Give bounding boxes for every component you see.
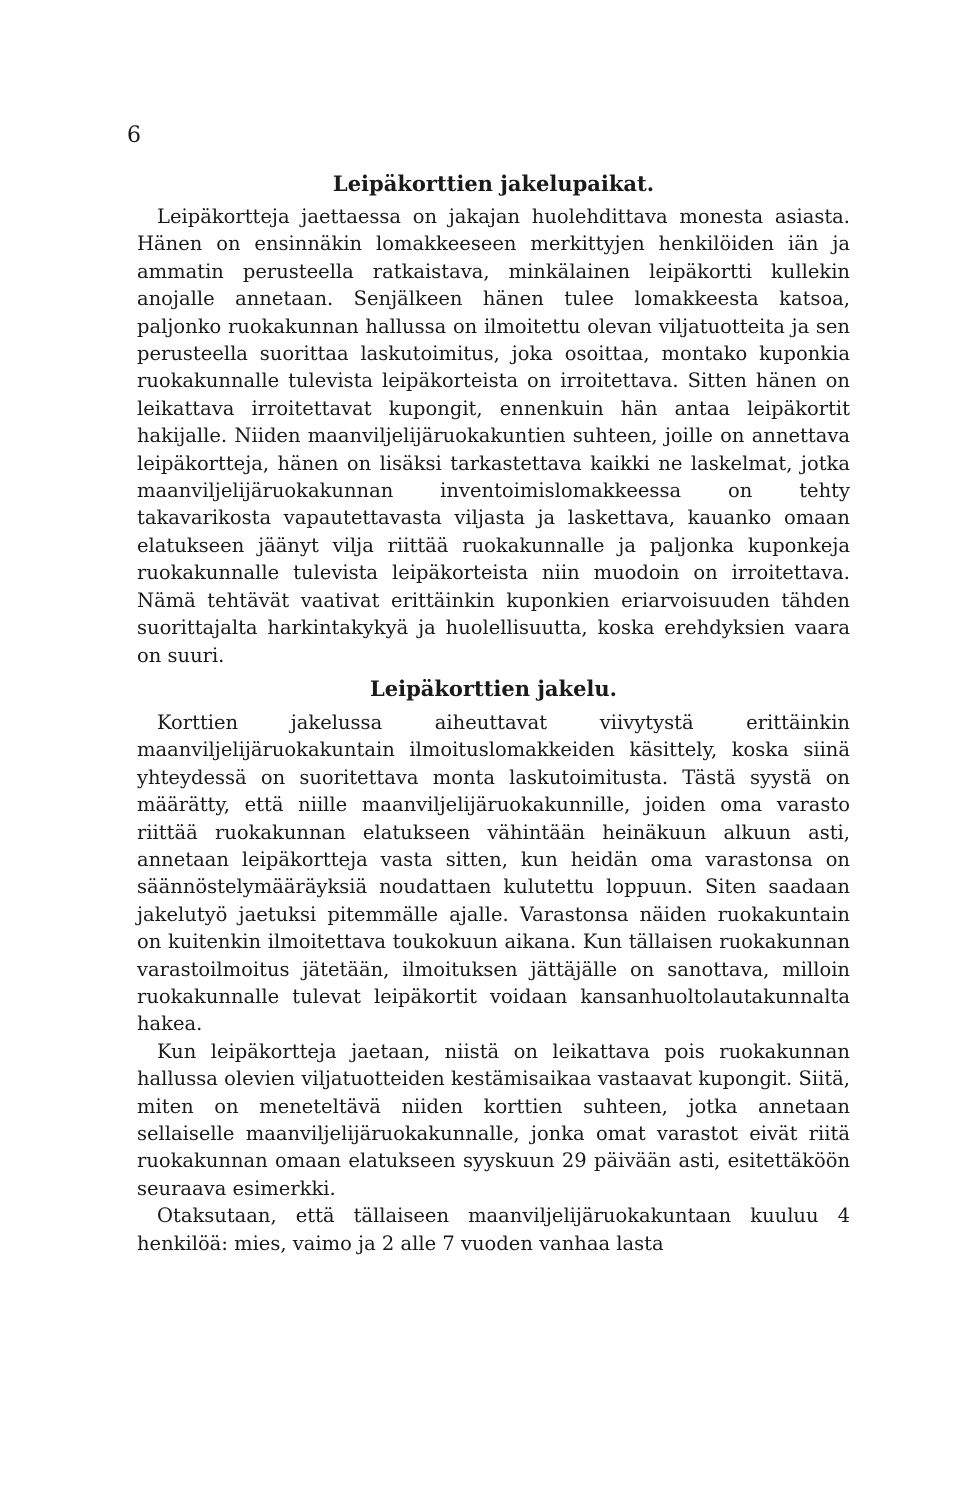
- paragraph: Korttien jakelussa aiheuttavat viivytystä erittäinkin maanviljelijäruokakuntain ilmoituslomakkeiden käsittely, koska siinä yhteydessä on suoritettava monta laskutoimitusta. Tästä syystä on määrätty, että niille maanviljelijäruokakunnille, joiden oma varasto riittää ruokakunnan elatukseen vähintään heinäkuun alkuun asti, annetaan leipäkortteja vasta sitten, kun heidän oma varastonsa on säännöstelymääräyksiä noudattaen kulutettu loppuun. Siten saadaan jakelutyö jaetuksi pitemmälle ajalle. Varastonsa näiden ruokakuntain on kuitenkin ilmoitettava toukokuun aikana. Kun tällaisen ruokakunnan varastoilmoitus jätetään, ilmoituksen jättäjälle on sanottava, milloin ruokakunnalle tulevat leipäkortit voidaan kansanhuoltolautakunnalta hakea.: [137, 710, 850, 1036]
- paragraph: Otaksutaan, että tällaiseen maanviljelijäruokakuntaan kuuluu 4 henkilöä: mies, vaimo ja 2 alle 7 vuoden vanhaa lasta: [137, 1204, 850, 1255]
- section-heading-jakelu: Leipäkorttien jakelu.: [369, 675, 617, 701]
- section-jakelupaikat-body: [137, 203, 850, 669]
- section-heading-jakelupaikat: Leipäkorttien jakelupaikat.: [332, 171, 655, 196]
- section-jakelu-body: [137, 709, 850, 1257]
- paragraph: Leipäkortteja jaettaessa on jakajan huolehdittava monesta asiasta. Hänen on ensinnäkin lomakkeeseen merkittyjen henkilöiden iän ja ammatin perusteella ratkaistava, minkälainen leipäkortti kullekin anojalle annetaan. Senjälkeen hänen tulee lomakkeesta katsoa, paljonko ruokakunnan hallussa on ilmoitettu olevan viljatuotteita ja sen perusteella suorittaa laskutoimitus, joka osoittaa, montako kuponkia ruokakunnalle tulevista leipäkorteista on irroitettava. Sitten hänen on leikattava irroitettavat kupongit, ennenkuin hän antaa leipäkortit hakijalle. Niiden maanviljelijäruokakuntien suhteen, joille on annettava leipäkortteja, hänen on lisäksi tarkastettava kaikki ne laskelmat, jotka maanviljelijäruokakunnan inventoimislomakkeessa on tehty takavarikosta vapautettavasta viljasta ja laskettava, kauanko omaan elatukseen jäänyt vilja riittää ruokakunnalle ja paljonka kuponkeja ruokakunnalle tulevista leipäkorteista niin muodoin on irroitettava. Nämä tehtävät vaativat erittäinkin kuponkien eriarvoisuuden tähden suorittajalta harkintakykyä ja huolellisuutta, koska erehdyksien vaara on suuri.: [137, 205, 850, 667]
- page-number: 6: [127, 123, 141, 148]
- page-content: [137, 170, 850, 1257]
- paragraph: Kun leipäkortteja jaetaan, niistä on leikattava pois ruokakunnan hallussa olevien viljatuotteiden kestämisaikaa vastaavat kupongit. Siitä, miten on meneteltävä niiden korttien suhteen, jotka annetaan sellaiselle maanviljelijäruokakunnalle, jonka omat varastot eivät riitä ruokakunnan omaan elatukseen syyskuun 29 päivään asti, esitettäköön seuraava esimerkki.: [137, 1039, 850, 1200]
